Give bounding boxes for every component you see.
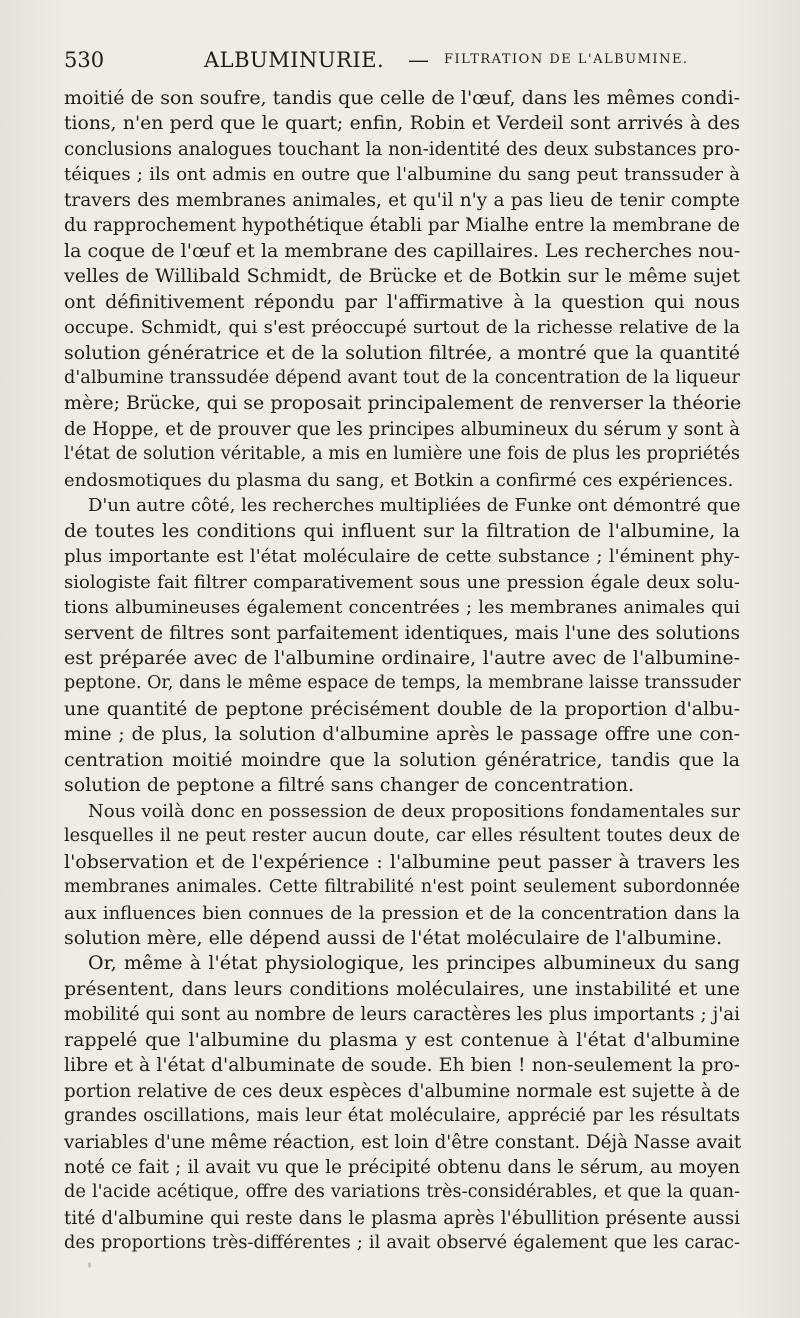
text-line: solution génératrice et de la solution filtrée, a montré que la quantité	[64, 341, 740, 364]
body-text	[64, 86, 740, 1257]
text-line: peptone. Or, dans le même espace de temps, la membrane laisse transsuder	[64, 673, 741, 694]
running-header	[64, 48, 744, 78]
text-line: occupe. Schmidt, qui s'est préoccupé surtout de la richesse relative de la	[64, 317, 740, 339]
header-separator: —	[408, 48, 429, 72]
text-line: grandes oscillations, mais leur état moléculaire, apprécié par les résultats	[64, 1106, 740, 1127]
text-line: velles de Willibald Schmidt, de Brücke et de Botkin sur le même sujet	[64, 265, 740, 288]
text-line: Nous voilà donc en possession de deux propositions fondamentales sur	[88, 800, 740, 822]
text-line: l'observation et de l'expérience : l'albumine peut passer à travers les	[64, 850, 740, 873]
text-line: de toutes les conditions qui influent sur la filtration de l'albumine, la	[64, 519, 740, 542]
text-line: l'état de solution véritable, a mis en lumière une fois de plus les propriétés	[64, 444, 740, 465]
text-line: aux influences bien connues de la pression et de la concentration dans la	[64, 902, 740, 924]
text-line: mobilité qui sont au nombre de leurs caractères les plus importants ; j'ai	[64, 1004, 740, 1026]
text-line: rappelé que l'albumine du plasma y est contenue à l'état d'albumine	[64, 1028, 740, 1051]
text-line: membranes animales. Cette filtrabilité n'est point seulement subordonnée	[64, 877, 740, 898]
text-line: Or, même à l'état physiologique, les principes albumineux du sang	[88, 952, 740, 975]
text-line: endosmotiques du plasma du sang, et Botkin a confirmé ces expériences.	[64, 469, 734, 491]
text-line: D'un autre côté, les recherches multipliées de Funke ont démontré que	[88, 495, 741, 517]
text-line: est préparée avec de l'albumine ordinaire, l'autre avec de l'albumine-	[64, 646, 740, 669]
text-line: la coque de l'œuf et la membrane des capillaires. Les recherches nou-	[64, 239, 741, 262]
header-title: ALBUMINURIE.	[204, 48, 385, 72]
text-line: de Hoppe, et de prouver que les principes albumineux du sérum y sont à	[64, 418, 740, 440]
text-line: centration moitié moindre que la solution génératrice, tandis que la	[64, 748, 740, 771]
text-line: travers des membranes animales, et qu'il n'y a pas lieu de tenir compte	[64, 189, 740, 211]
text-line: tions, n'en perd que le quart; enfin, Robin et Verdeil sont arrivés à des	[64, 113, 740, 135]
text-line: conclusions analogues touchant la non-identité des deux substances pro-	[64, 138, 740, 160]
header-subtitle: FILTRATION DE L'ALBUMINE.	[444, 52, 689, 67]
text-line: servent de filtres sont parfaitement identiques, mais l'une des solutions	[64, 622, 740, 644]
text-line: libre et à l'état d'albuminate de soude. Eh bien ! non-seulement la pro-	[64, 1055, 740, 1077]
text-line: siologiste fait filtrer comparativement sous une pression égale deux solu-	[64, 571, 740, 593]
text-line: noté ce fait ; il avait vu que le précipité obtenu dans le sérum, au moyen	[64, 1157, 740, 1179]
text-line: de l'acide acétique, offre des variations très-considérables, et que la quan-	[64, 1182, 740, 1203]
text-line: mère; Brücke, qui se proposait principalement de renverser la théorie	[64, 392, 742, 415]
text-line: ont définitivement répondu par l'affirmative à la question qui nous	[64, 290, 740, 313]
text-line: portion relative de ces deux espèces d'albumine normale est sujette à de	[64, 1080, 740, 1102]
page-number: 530	[64, 48, 105, 72]
text-line: solution de peptone a filtré sans changer de concentration.	[64, 774, 635, 797]
text-line: variables d'une même réaction, est loin d'être constant. Déjà Nasse avait	[64, 1131, 742, 1153]
text-line: du rapprochement hypothétique établi par Mialhe entre la membrane de	[64, 215, 740, 237]
text-line: solution mère, elle dépend aussi de l'état moléculaire de l'albumine.	[64, 926, 723, 949]
text-line: présentent, dans leurs conditions moléculaires, une instabilité et une	[64, 977, 740, 1000]
text-line: téiques ; ils ont admis en outre que l'albumine du sang peut transsuder à	[64, 164, 740, 186]
text-line: moitié de son soufre, tandis que celle de l'œuf, dans les mêmes condi-	[64, 87, 740, 109]
text-line: lesquelles il ne peut rester aucun doute, car elles résultent toutes deux de	[64, 826, 740, 847]
text-line: tions albumineuses également concentrées ; les membranes animales qui	[64, 597, 740, 619]
text-line: mine ; de plus, la solution d'albumine après le passage offre une con-	[64, 723, 740, 746]
text-line: une quantité de peptone précisément double de la proportion d'albu-	[64, 697, 740, 720]
text-line: d'albumine transsudée dépend avant tout de la concentration de la liqueur	[64, 367, 740, 388]
text-line: tité d'albumine qui reste dans le plasma après l'ébullition présente aussi	[64, 1207, 740, 1229]
paper-speck	[88, 1262, 91, 1268]
text-line: plus importante est l'état moléculaire de cette substance ; l'éminent phy-	[64, 546, 740, 568]
text-line: des proportions très-différentes ; il avait observé également que les carac-	[64, 1233, 740, 1254]
